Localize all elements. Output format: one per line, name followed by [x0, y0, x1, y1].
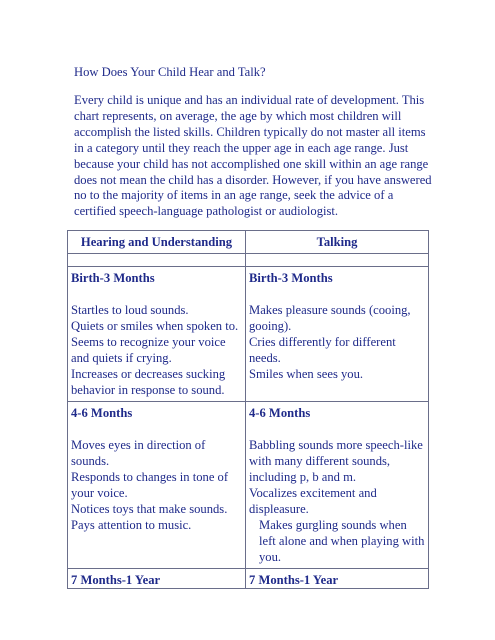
skill-item: Makes gurgling sounds when left alone and when playing with you.	[259, 518, 425, 564]
age-range: 4-6 Months	[249, 406, 311, 420]
skill-item: Smiles when sees you.	[249, 367, 364, 381]
hearing-cell	[68, 569, 246, 589]
age-range: Birth-3 Months	[71, 271, 155, 285]
skill-item: Moves eyes in direction of sounds.	[71, 438, 206, 468]
age-range: 7 Months-1 Year	[71, 573, 161, 587]
skill-item: Makes pleasure sounds (cooing, gooing).	[249, 303, 411, 333]
section-row	[68, 267, 429, 402]
age-range: 7 Months-1 Year	[249, 573, 339, 587]
age-range: 4-6 Months	[71, 406, 133, 420]
section-row	[68, 402, 429, 569]
header-hearing: Hearing and Understanding	[68, 231, 246, 254]
skill-item: Seems to recognize your voice and quiets if crying.	[71, 335, 226, 365]
spacer-row	[68, 254, 429, 267]
skill-item: Notices toys that make sounds.	[71, 502, 228, 516]
skill-item: Babbling sounds more speech-like with many different sounds, including p, b and m.	[249, 438, 423, 484]
talking-cell	[246, 402, 429, 569]
skill-item: Quiets or smiles when spoken to.	[71, 319, 239, 333]
skill-item: Startles to loud sounds.	[71, 303, 189, 317]
page-title: How Does Your Child Hear and Talk?	[74, 65, 266, 79]
skill-item: Vocalizes excitement and displeasure.	[249, 486, 377, 516]
talking-cell	[246, 267, 429, 402]
hearing-cell	[68, 402, 246, 569]
section-row	[68, 569, 429, 589]
hearing-cell	[68, 267, 246, 402]
header-talking: Talking	[246, 231, 429, 254]
talking-cell	[246, 569, 429, 589]
age-range: Birth-3 Months	[249, 271, 333, 285]
development-chart	[67, 230, 429, 589]
skill-item: Increases or decreases sucking behavior in response to sound.	[71, 367, 226, 397]
header-row	[68, 231, 429, 254]
skill-item: Pays attention to music.	[71, 518, 192, 532]
intro-paragraph: Every child is unique and has an individual rate of development. This chart represents, on average, the age by which most children will accomplish the listed skills. Children typically do not master all items in a category until they reach the upper age in each age range. Just because your child has not accomplished one skill within an age range does not mean the child has a disorder. However, if you have answered no to the majority of items in an age range, seek the advice of a certified speech-language pathologist or audiologist.	[74, 93, 432, 219]
skill-item: Cries differently for different needs.	[249, 335, 396, 365]
skill-item: Responds to changes in tone of your voice.	[71, 470, 229, 500]
